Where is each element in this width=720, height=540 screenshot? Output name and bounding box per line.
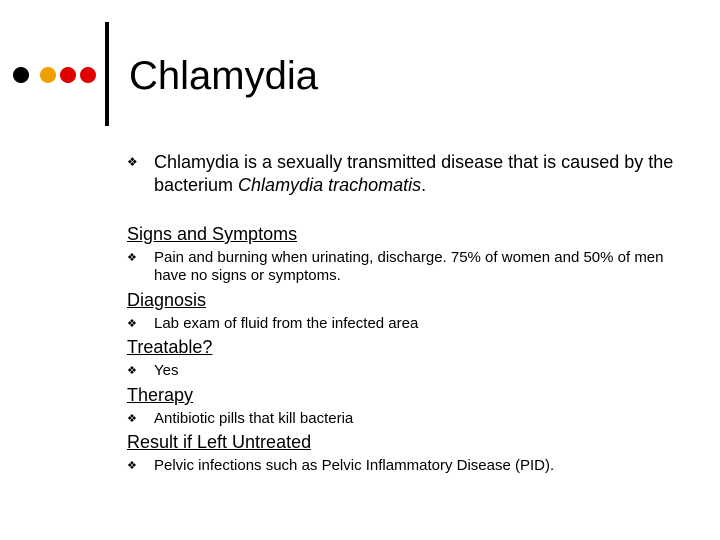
decor-dot-red-1 — [60, 67, 76, 83]
diamond-bullet-icon: ❖ — [127, 460, 137, 472]
diamond-bullet-icon: ❖ — [127, 365, 137, 377]
signs-bullet — [127, 249, 667, 285]
heading-treatable: Treatable? — [127, 337, 213, 357]
signs-text: Pain and burning when urinating, discharge. 75% of women and 50% of men have no signs or symptoms. — [154, 249, 664, 284]
heading-therapy: Therapy — [127, 385, 194, 405]
diamond-bullet-icon: ❖ — [127, 413, 137, 425]
heading-result-untreated: Result if Left Untreated — [127, 432, 312, 452]
diagnosis-bullet — [127, 315, 667, 333]
diamond-bullet-icon: ❖ — [127, 318, 137, 330]
intro-bullet — [127, 151, 687, 197]
result-bullet — [127, 457, 687, 475]
therapy-text: Antibiotic pills that kill bacteria — [154, 410, 354, 427]
decor-dot-red-2 — [80, 67, 96, 83]
title-divider — [105, 22, 109, 126]
result-text: Pelvic infections such as Pelvic Inflammatory Disease (PID). — [154, 457, 555, 474]
diamond-bullet-icon: ❖ — [127, 155, 138, 169]
slide-title: Chlamydia — [129, 54, 318, 98]
diagnosis-text: Lab exam of fluid from the infected area — [154, 315, 419, 332]
heading-diagnosis: Diagnosis — [127, 290, 207, 310]
diamond-bullet-icon: ❖ — [127, 252, 137, 264]
intro-text: Chlamydia is a sexually transmitted disease that is caused by the bacterium Chlamydia trachomatis. — [154, 152, 674, 195]
treatable-text: Yes — [154, 362, 179, 379]
decor-dot-orange — [40, 67, 56, 83]
decor-dot-black — [13, 67, 29, 83]
treatable-bullet — [127, 362, 667, 380]
therapy-bullet — [127, 410, 667, 428]
heading-signs-symptoms: Signs and Symptoms — [127, 224, 298, 244]
